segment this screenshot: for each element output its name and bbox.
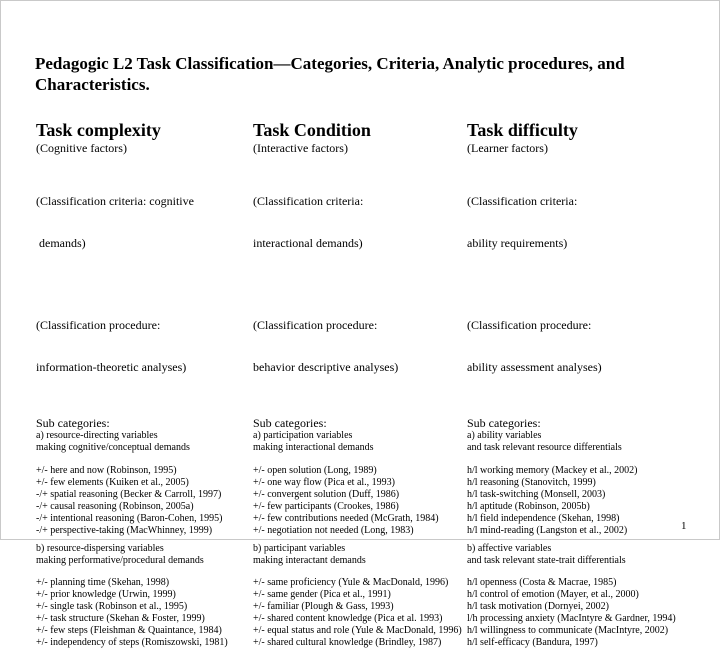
column-task-complexity [36,120,253,649]
section-a-header [467,430,717,454]
section-a-header [253,430,467,454]
list-item: +/- few contributions needed (McGrath, 1984) [253,513,439,524]
criteria-line: (Classification criteria: [467,194,578,208]
list-item: +/- planning time (Skehan, 1998) [36,577,170,588]
section-a-label: a) resource-directing variables [36,430,158,441]
list-item: +/- single task (Robinson et al., 1995) [36,601,188,612]
procedure-line: (Classification procedure: [253,318,378,332]
list-item: -/+ spatial reasoning (Becker & Carroll, 1997) [36,489,222,500]
list-item: l/h processing anxiety (MacIntyre & Gardner, 1994) [467,613,676,624]
page-title: Pedagogic L2 Task Classification—Categories, Criteria, Analytic procedures, and Characteristics. [35,54,625,94]
list-item: h/l task motivation (Dornyei, 2002) [467,601,609,612]
criteria-line: interactional demands) [253,236,363,250]
procedure-line: behavior descriptive analyses) [253,360,399,374]
list-item: +/- shared cultural knowledge (Brindley, 1987) [253,637,442,648]
procedure-line: ability assessment analyses) [467,360,602,374]
section-b-list [467,577,717,649]
section-b-sublabel: making interactant demands [253,555,366,566]
section-a-label: a) participation variables [253,430,353,441]
section-b-label: b) participant variables [253,543,346,554]
list-item: h/l willingness to communicate (MacIntyre, 2002) [467,625,669,636]
classification-procedure [467,290,717,402]
list-item: +/- negotiation not needed (Long, 1983) [253,525,414,536]
section-a-list [467,465,717,537]
list-item: h/l field independence (Skehan, 1998) [467,513,620,524]
section-a-sublabel: making cognitive/conceptual demands [36,442,190,453]
list-item: h/l aptitude (Robinson, 2005b) [467,501,590,512]
list-item: +/- few elements (Kuiken et al., 2005) [36,477,189,488]
section-a-header [36,430,253,454]
column-heading: Task complexity [36,120,161,140]
list-item: +/- few participants (Crookes, 1986) [253,501,399,512]
list-item: -/+ perspective-taking (MacWhinney, 1999) [36,525,213,536]
list-item: h/l working memory (Mackey et al., 2002) [467,465,638,476]
section-a-list [36,465,253,537]
criteria-line: (Classification criteria: cognitive [36,194,194,208]
section-b-list [36,577,253,649]
section-b-list [253,577,467,649]
section-b-header [36,543,253,567]
page-number: 1 [681,520,687,532]
list-item: +/- open solution (Long, 1989) [253,465,377,476]
list-item: +/- same proficiency (Yule & MacDonald, 1996) [253,577,449,588]
list-item: h/l openness (Costa & Macrae, 1985) [467,577,617,588]
column-subheading: (Cognitive factors) [36,141,127,155]
criteria-line: ability requirements) [467,236,568,250]
column-subheading: (Learner factors) [467,141,548,155]
section-a-sublabel: and task relevant resource differentials [467,442,622,453]
list-item: -/+ causal reasoning (Robinson, 2005a) [36,501,194,512]
list-item: +/- task structure (Skehan & Foster, 1999) [36,613,205,624]
list-item: h/l task-switching (Monsell, 2003) [467,489,606,500]
classification-criteria [253,166,467,278]
section-a-label: a) ability variables [467,430,542,441]
list-item: +/- few steps (Fleishman & Quaintance, 1984) [36,625,222,636]
column-subheading: (Interactive factors) [253,141,348,155]
sub-categories-label: Sub categories: [253,416,327,430]
section-b-sublabel: and task relevant state-trait differentials [467,555,626,566]
procedure-line: information-theoretic analyses) [36,360,187,374]
list-item: +/- one way flow (Pica et al., 1993) [253,477,395,488]
list-item: -/+ intentional reasoning (Baron-Cohen, 1995) [36,513,223,524]
list-item: +/- equal status and role (Yule & MacDonald, 1996) [253,625,462,636]
list-item: +/- shared content knowledge (Pica et al. 1993) [253,613,443,624]
criteria-line: demands) [36,236,86,250]
section-a-list [253,465,467,537]
column-heading: Task difficulty [467,120,578,140]
list-item: +/- same gender (Pica et al., 1991) [253,589,391,600]
procedure-line: (Classification procedure: [467,318,592,332]
list-item: +/- familiar (Plough & Gass, 1993) [253,601,394,612]
classification-procedure [253,290,467,402]
column-heading: Task Condition [253,120,371,140]
sub-categories-label: Sub categories: [467,416,541,430]
criteria-line: (Classification criteria: [253,194,364,208]
classification-criteria [36,166,253,278]
list-item: h/l mind-reading (Langston et al., 2002) [467,525,628,536]
section-a-sublabel: making interactional demands [253,442,374,453]
section-b-header [467,543,717,567]
list-item: +/- independency of steps (Romiszowski, 1981) [36,637,228,648]
sub-categories-label: Sub categories: [36,416,110,430]
classification-criteria [467,166,717,278]
list-item: h/l reasoning (Stanovitch, 1999) [467,477,596,488]
procedure-line: (Classification procedure: [36,318,161,332]
section-b-label: b) resource-dispersing variables [36,543,164,554]
section-b-header [253,543,467,567]
column-task-condition [253,120,467,649]
list-item: h/l control of emotion (Mayer, et al., 2000) [467,589,639,600]
classification-procedure [36,290,253,402]
section-b-label: b) affective variables [467,543,552,554]
section-b-sublabel: making performative/procedural demands [36,555,204,566]
column-task-difficulty [467,120,717,649]
list-item: h/l self-efficacy (Bandura, 1997) [467,637,598,648]
list-item: +/- convergent solution (Duff, 1986) [253,489,400,500]
list-item: +/- prior knowledge (Urwin, 1999) [36,589,176,600]
list-item: +/- here and now (Robinson, 1995) [36,465,177,476]
